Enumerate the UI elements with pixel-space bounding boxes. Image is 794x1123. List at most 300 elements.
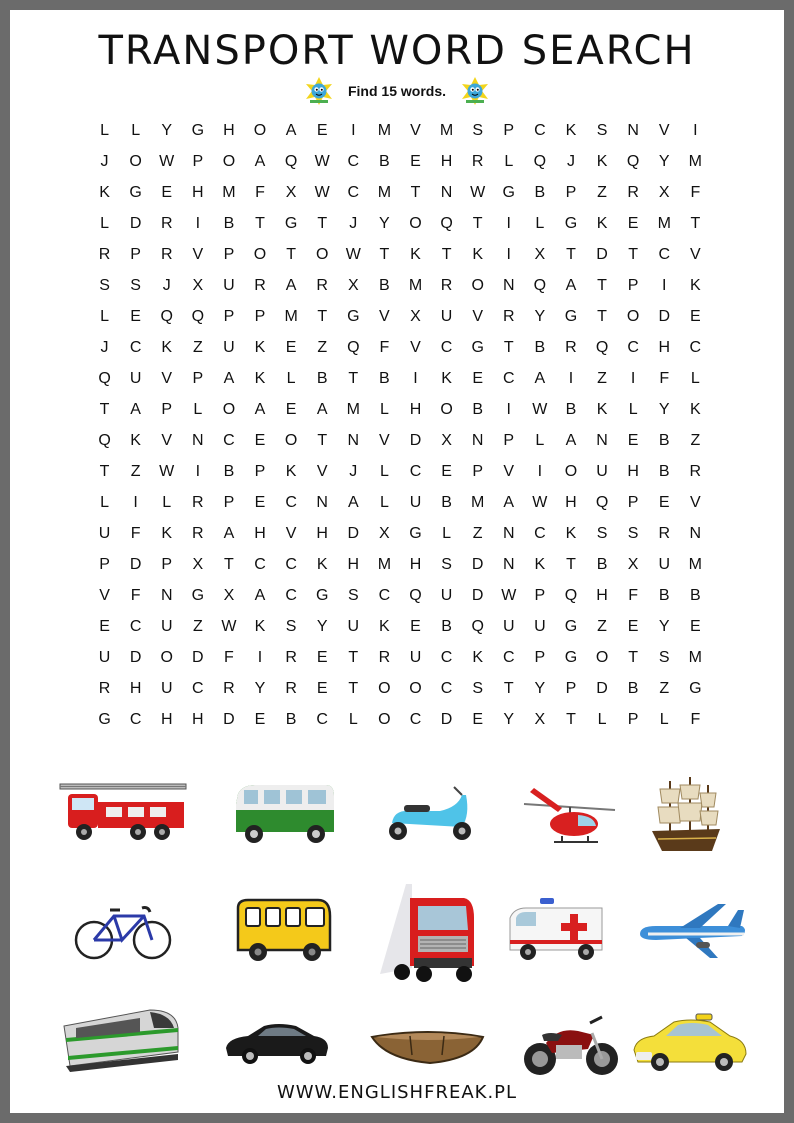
grid-letter: K	[285, 463, 297, 480]
grid-letter: U	[98, 649, 111, 666]
grid-letter: Q	[533, 153, 547, 170]
grid-letter: L	[193, 401, 203, 418]
grid-letter: A	[503, 494, 515, 511]
grid-letter: M	[688, 153, 702, 170]
grid-letter: U	[223, 277, 235, 294]
grid-letter: G	[284, 215, 298, 232]
grid-letter: P	[161, 401, 173, 418]
grid-letter: E	[285, 339, 297, 356]
grid-letter: A	[565, 432, 577, 449]
grid-letter: C	[285, 494, 297, 511]
grid-letter: B	[441, 618, 452, 635]
grid-letter: C	[129, 711, 142, 728]
grid-letter: S	[441, 556, 452, 573]
grid-letter: C	[192, 680, 204, 697]
transport-pictures	[10, 10, 784, 1113]
grid-letter: X	[658, 184, 670, 201]
grid-letter: L	[100, 494, 109, 511]
grid-letter: T	[348, 649, 359, 666]
grid-letter: B	[689, 587, 701, 604]
grid-letter: X	[192, 556, 204, 573]
grid-letter: M	[346, 401, 360, 418]
grid-letter: U	[98, 525, 111, 542]
grid-letter: P	[223, 308, 235, 325]
grid-letter: E	[658, 494, 670, 511]
grid-letter: B	[472, 401, 483, 418]
grid-letter: E	[627, 432, 639, 449]
van-picture	[232, 782, 337, 847]
grid-letter: A	[254, 587, 266, 604]
grid-letter: V	[689, 246, 701, 263]
grid-letter: O	[129, 153, 142, 170]
grid-letter: P	[503, 432, 515, 449]
grid-letter: G	[191, 122, 205, 139]
grid-letter: L	[100, 308, 109, 325]
grid-letter: E	[410, 618, 421, 635]
grid-letter: A	[534, 370, 546, 387]
grid-letter: C	[285, 556, 297, 573]
grid-letter: U	[409, 494, 422, 511]
grid-letter: S	[347, 587, 359, 604]
grid-letter: T	[503, 680, 514, 697]
grid-letter: P	[503, 122, 515, 139]
grid-letter: P	[534, 587, 546, 604]
grid-letter: G	[689, 680, 702, 697]
grid-letter: E	[689, 308, 701, 325]
grid-letter: M	[408, 277, 423, 294]
grid-letter: L	[100, 215, 109, 232]
grid-letter: F	[130, 525, 141, 542]
grid-letter: M	[222, 184, 236, 201]
car-picture	[222, 1020, 332, 1065]
grid-letter: M	[377, 184, 392, 201]
grid-letter: B	[441, 494, 452, 511]
grid-letter: C	[440, 680, 453, 697]
grid-letter: R	[223, 680, 235, 697]
grid-letter: T	[317, 308, 328, 325]
grid-letter: L	[504, 153, 514, 170]
grid-letter: A	[316, 401, 328, 418]
grid-letter: Q	[347, 339, 360, 356]
grid-letter: N	[689, 525, 702, 542]
grid-letter: J	[349, 463, 358, 480]
grid-letter: E	[316, 680, 328, 697]
grid-letter: D	[129, 215, 142, 232]
grid-letter: N	[192, 432, 204, 449]
grid-letter: S	[99, 277, 110, 294]
grid-letter: N	[471, 432, 484, 449]
grid-letter: Q	[98, 370, 111, 387]
grid-letter: T	[566, 711, 576, 728]
grid-letter: F	[379, 339, 390, 356]
grid-letter: U	[409, 649, 422, 666]
grid-letter: U	[534, 618, 546, 635]
grid-letter: B	[565, 401, 577, 418]
grid-letter: O	[378, 680, 391, 697]
grid-letter: W	[532, 401, 548, 418]
grid-letter: U	[223, 339, 235, 356]
grid-letter: P	[472, 463, 483, 480]
grid-letter: E	[316, 122, 328, 139]
grid-letter: I	[413, 370, 418, 387]
ambulance-picture	[506, 896, 606, 966]
grid-letter: K	[596, 215, 608, 232]
grid-letter: U	[502, 618, 515, 635]
grid-letter: V	[410, 122, 421, 139]
grid-letter: Z	[192, 618, 203, 635]
grid-letter: V	[161, 370, 173, 387]
grid-letter: R	[658, 525, 671, 542]
grid-letter: H	[316, 525, 328, 542]
grid-letter: K	[596, 401, 608, 418]
grid-letter: U	[347, 618, 360, 635]
grid-letter: Y	[161, 122, 173, 139]
grid-letter: O	[564, 463, 578, 480]
grid-letter: D	[347, 525, 360, 542]
grid-letter: Z	[472, 525, 483, 542]
grid-letter: B	[223, 215, 235, 232]
grid-letter: K	[472, 649, 483, 666]
grid-letter: H	[192, 711, 204, 728]
grid-letter: Q	[98, 432, 111, 449]
taxi-picture	[630, 1010, 750, 1074]
grid-letter: F	[224, 649, 234, 666]
grid-letter: B	[534, 184, 546, 201]
grid-letter: H	[440, 153, 453, 170]
grid-letter: H	[409, 401, 422, 418]
grid-letter: X	[627, 556, 639, 573]
grid-letter: Z	[690, 432, 701, 449]
instructions-text: Find 15 words.	[347, 83, 446, 99]
grid-letter: P	[565, 184, 577, 201]
grid-letter: K	[689, 277, 701, 294]
grid-letter: G	[129, 184, 142, 201]
grid-letter: R	[440, 277, 453, 294]
boat-picture	[370, 1025, 485, 1070]
grid-letter: D	[471, 587, 484, 604]
grid-letter: C	[409, 711, 422, 728]
grid-letter: G	[502, 184, 515, 201]
grid-letter: G	[564, 215, 578, 232]
grid-letter: C	[129, 618, 142, 635]
grid-letter: P	[627, 277, 639, 294]
grid-letter: L	[659, 711, 669, 728]
grid-letter: Q	[533, 277, 547, 294]
grid-letter: Z	[659, 680, 670, 697]
grid-letter: H	[223, 122, 235, 139]
grid-letter: M	[657, 215, 671, 232]
grid-letter: R	[254, 277, 266, 294]
grid-letter: T	[348, 370, 359, 387]
scooter-picture	[378, 785, 478, 847]
grid-letter: H	[254, 525, 266, 542]
grid-letter: P	[565, 680, 577, 697]
grid-letter: P	[192, 370, 204, 387]
grid-letter: S	[596, 525, 608, 542]
grid-letter: W	[159, 153, 175, 170]
grid-letter: W	[470, 184, 486, 201]
grid-letter: N	[502, 525, 515, 542]
grid-letter: N	[316, 494, 328, 511]
grid-letter: P	[192, 153, 204, 170]
grid-letter: D	[409, 432, 422, 449]
grid-letter: X	[223, 587, 235, 604]
motorbike-picture	[522, 1005, 618, 1081]
grid-letter: T	[224, 556, 234, 573]
grid-letter: K	[254, 618, 266, 635]
grid-letter: E	[316, 649, 328, 666]
grid-letter: F	[628, 587, 639, 604]
grid-letter: T	[472, 215, 483, 232]
grid-letter: I	[506, 246, 511, 263]
grid-letter: P	[254, 463, 266, 480]
grid-letter: C	[316, 711, 328, 728]
grid-letter: K	[565, 122, 577, 139]
grid-letter: B	[379, 370, 390, 387]
grid-letter: L	[535, 215, 545, 232]
grid-letter: S	[472, 122, 483, 139]
grid-letter: D	[440, 711, 453, 728]
grid-letter: P	[534, 649, 546, 666]
grid-letter: H	[347, 556, 360, 573]
grid-letter: K	[410, 246, 421, 263]
grid-letter: G	[564, 308, 578, 325]
grid-letter: D	[129, 649, 142, 666]
grid-letter: O	[409, 215, 422, 232]
grid-letter: U	[160, 680, 173, 697]
grid-letter: D	[658, 308, 671, 325]
grid-letter: G	[98, 711, 111, 728]
grid-letter: G	[191, 587, 205, 604]
grid-letter: X	[379, 525, 390, 542]
grid-letter: X	[534, 246, 546, 263]
footer-website: WWW.ENGLISHFREAK.PL	[276, 1082, 518, 1103]
grid-letter: T	[690, 215, 701, 232]
grid-letter: D	[129, 556, 142, 573]
grid-letter: W	[532, 494, 548, 511]
grid-letter: B	[658, 587, 670, 604]
grid-letter: C	[440, 649, 453, 666]
grid-letter: U	[160, 618, 173, 635]
grid-letter: N	[160, 587, 173, 604]
grid-letter: L	[379, 463, 389, 480]
grid-letter: I	[568, 370, 574, 387]
grid-letter: H	[129, 680, 142, 697]
grid-letter: E	[254, 494, 266, 511]
grid-letter: H	[409, 556, 422, 573]
grid-letter: K	[379, 618, 390, 635]
grid-letter: E	[627, 215, 639, 232]
grid-letter: C	[440, 339, 453, 356]
grid-letter: E	[472, 370, 483, 387]
grid-letter: Z	[130, 463, 141, 480]
grid-letter: L	[379, 401, 389, 418]
grid-letter: P	[161, 556, 173, 573]
grid-letter: R	[565, 339, 577, 356]
grid-letter: T	[317, 215, 328, 232]
grid-letter: C	[534, 122, 546, 139]
grid-letter: U	[440, 308, 453, 325]
grid-letter: H	[627, 463, 639, 480]
grid-letter: M	[284, 308, 298, 325]
grid-letter: N	[502, 556, 515, 573]
grid-letter: J	[349, 215, 358, 232]
grid-letter: T	[410, 184, 421, 201]
grid-letter: V	[379, 432, 390, 449]
grid-letter: T	[286, 246, 296, 263]
grid-letter: I	[351, 122, 356, 139]
grid-letter: D	[223, 711, 235, 728]
grid-letter: M	[439, 122, 454, 139]
grid-letter: E	[472, 711, 483, 728]
grid-letter: W	[314, 184, 330, 201]
grid-letter: Y	[534, 308, 546, 325]
grid-letter: B	[534, 339, 546, 356]
grid-letter: E	[254, 711, 266, 728]
grid-letter: L	[100, 122, 109, 139]
grid-letter: A	[223, 525, 235, 542]
grid-letter: I	[257, 649, 263, 666]
grid-letter: K	[316, 556, 328, 573]
grid-letter: C	[534, 525, 546, 542]
grid-letter: X	[347, 277, 359, 294]
grid-letter: I	[506, 215, 511, 232]
grid-letter: S	[658, 649, 670, 666]
grid-letter: B	[223, 463, 235, 480]
page-title: TRANSPORT WORD SEARCH	[98, 28, 696, 74]
grid-letter: Q	[160, 308, 173, 325]
grid-letter: R	[502, 308, 515, 325]
worksheet-page	[10, 10, 784, 1113]
grid-letter: E	[410, 153, 421, 170]
grid-letter: Q	[191, 308, 205, 325]
grid-letter: R	[98, 246, 111, 263]
grid-letter: T	[597, 308, 607, 325]
grid-letter: R	[160, 215, 173, 232]
grid-letter: T	[566, 556, 576, 573]
grid-letter: V	[285, 525, 297, 542]
grid-letter: T	[566, 246, 576, 263]
grid-letter: W	[314, 153, 330, 170]
grid-letter: M	[688, 649, 702, 666]
grid-letter: T	[628, 246, 639, 263]
grid-letter: L	[690, 370, 700, 387]
grid-letter: H	[658, 339, 671, 356]
grid-letter: S	[285, 618, 297, 635]
grid-letter: E	[130, 308, 141, 325]
grid-letter: U	[440, 587, 453, 604]
grid-letter: K	[534, 556, 546, 573]
grid-letter: E	[254, 432, 266, 449]
grid-letter: J	[566, 153, 575, 170]
grid-letter: R	[285, 649, 297, 666]
grid-letter: K	[472, 246, 483, 263]
grid-letter: P	[627, 494, 639, 511]
grid-letter: R	[689, 463, 702, 480]
grid-letter: L	[379, 494, 389, 511]
grid-letter: H	[596, 587, 608, 604]
grid-letter: K	[161, 339, 173, 356]
grid-letter: O	[595, 649, 609, 666]
grid-letter: A	[254, 401, 266, 418]
grid-letter: K	[254, 339, 266, 356]
grid-letter: O	[409, 680, 422, 697]
grid-letter: E	[627, 618, 639, 635]
grid-letter: V	[472, 308, 483, 325]
grid-letter: B	[596, 556, 608, 573]
grid-letter: T	[597, 277, 607, 294]
grid-letter: I	[506, 401, 511, 418]
grid-letter: P	[99, 556, 110, 573]
grid-letter: O	[471, 277, 484, 294]
grid-letter: W	[159, 463, 175, 480]
grid-letter: D	[192, 649, 204, 666]
grid-letter: T	[255, 215, 265, 232]
grid-letter: Y	[658, 153, 670, 170]
grid-letter: T	[628, 649, 639, 666]
grid-letter: U	[129, 370, 142, 387]
grid-letter: B	[285, 711, 297, 728]
grid-letter: B	[658, 432, 670, 449]
grid-letter: L	[286, 370, 296, 387]
grid-letter: L	[628, 401, 638, 418]
grid-letter: V	[658, 122, 670, 139]
grid-letter: T	[99, 463, 110, 480]
grid-letter: P	[223, 494, 235, 511]
grid-letter: W	[501, 587, 517, 604]
grid-letter: M	[377, 122, 392, 139]
grid-letter: F	[690, 711, 701, 728]
grid-letter: X	[410, 308, 421, 325]
grid-letter: C	[502, 370, 515, 387]
grid-letter: C	[347, 184, 360, 201]
ship-picture	[648, 775, 722, 855]
grid-letter: K	[254, 370, 266, 387]
grid-letter: A	[285, 277, 297, 294]
grid-letter: C	[658, 246, 671, 263]
grid-letter: S	[472, 680, 483, 697]
grid-letter: C	[378, 587, 391, 604]
grid-letter: I	[133, 494, 138, 511]
grid-letter: J	[100, 339, 109, 356]
grid-letter: C	[254, 556, 266, 573]
grid-letter: L	[535, 432, 545, 449]
grid-letter: O	[222, 153, 236, 170]
grid-letter: V	[99, 587, 110, 604]
grid-letter: H	[192, 184, 204, 201]
grid-letter: O	[378, 711, 391, 728]
grid-letter: O	[440, 401, 453, 418]
grid-letter: A	[347, 494, 359, 511]
grid-letter: M	[377, 556, 392, 573]
grid-letter: Z	[597, 618, 607, 635]
grid-letter: E	[99, 618, 110, 635]
grid-letter: N	[596, 432, 608, 449]
grid-letter: F	[690, 184, 701, 201]
grid-letter: A	[565, 277, 577, 294]
plane-picture	[634, 900, 749, 960]
grid-letter: O	[315, 246, 329, 263]
grid-letter: T	[441, 246, 452, 263]
grid-letter: T	[317, 432, 328, 449]
grid-letter: V	[316, 463, 328, 480]
grid-letter: Z	[597, 184, 607, 201]
grid-letter: O	[284, 432, 298, 449]
grid-letter: V	[689, 494, 701, 511]
grid-letter: Y	[658, 618, 670, 635]
fire-truck-picture	[58, 780, 188, 845]
grid-letter: B	[379, 153, 390, 170]
